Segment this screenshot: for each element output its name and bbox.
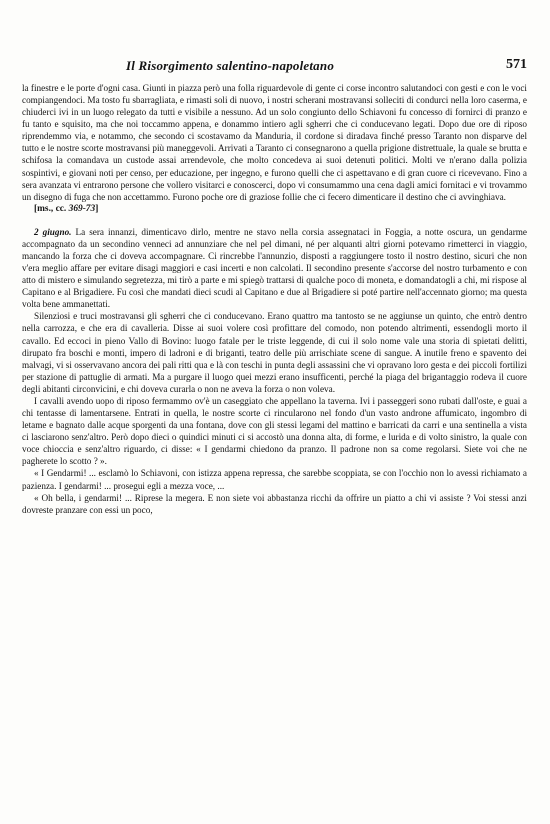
paragraph: « I Gendarmi! ... esclamò lo Schiavoni, con istizza appena repressa, che sarebbe scoppiata, se con l'occhio non lo avessi richiamato a pazienza. I gendarmi! ... prosegui egli a mezza voce, ... — [22, 468, 527, 491]
dated-paragraph — [22, 226, 527, 311]
date-label: 2 giugno. — [34, 226, 72, 237]
page-header — [22, 58, 527, 76]
page-number: 571 — [506, 57, 527, 72]
section-ref-suffix: ] — [95, 203, 99, 214]
paragraph: Silenziosi e truci mostravansi gli sgherri che ci conducevano. Erano quattro ma tantosto se ne aggiunse un quinto, che entrò dentro nella carrozza, e che era di cavalleria. Disse ai suoi volere così profittare del comodo, non potendo altrimenti, essendogli morto il cavallo. Ed eccoci in pieno Vallo di Bovino: luogo fatale per le triste leggende, di cui il solo nome vale una storia di spietati delitti, dirupato fra boschi e monti, impero di ladroni e di briganti, teatro delle più arrischiate scene di sangue. A inutile freno e spavento dei malvagi, vi si osservavano ancora dei pali ritti qua e là con teschi in punta degli assassini che vi opravano loro gesta e dei piccoli fortilizi per stazione di pattuglie di armati. Ma a purgare il luogo quei mezzi erano insufficenti, perché la piaga del brigantaggio rodeva il cuore degli abitanti circonvicini, e chi doveva curarla o non ne aveva la forza o non voleva. — [22, 311, 527, 394]
body-text — [22, 82, 527, 516]
section-ref-range: 369-73 — [68, 203, 96, 214]
section-reference — [22, 203, 527, 215]
paragraph: « Oh bella, i gendarmi! ... Riprese la megera. E non siete voi abbastanza ricchi da offrire un piatto a chi vi assiste ? Voi stessi anzi dovreste pranzare con essi un poco, — [22, 492, 527, 515]
paragraph: I cavalli avendo uopo di riposo fermammo ov'è un caseggiato che appellano la taverna. Ivi i passeggeri sono rubati dall'oste, e guai a chi tentasse di lamentarsene. Entrati in quella, le nostre scorte ci rincularono nel fondo d'un vasto androne affumicato, ingombro di letame e bagnato dalle acque sporgenti da una fontana, dove con gli stessi legami del mattino e barricati da carri e una sentinella a vista ci lasciarono senz'altro. Però dopo dieci o quindici minuti ci si accostò una donna alta, di forme, e lurida e di volto sinistro, la quale con voce chioccia e senz'altro riguardo, ci disse: « I gendarmi chiedono da pranzo. Il padrone non sa come regolarsi. Siete voi che ne pagherete lo scotto ? ». — [22, 395, 527, 467]
section-ref-prefix: [ms., cc. — [34, 203, 67, 214]
running-title: Il Risorgimento salentino-napoletano — [126, 58, 335, 73]
dated-paragraph-text: La sera innanzi, dimenticavo dirlo, mentre ne stavo nella corsia assegnataci in Foggia, a notte oscura, un gendarme accompagnato da un secondino venneci ad annunziare che nel pel dimani, né per alquanti altri giorni potevamo rimetterci in viaggio, mancando la forza che ci doveva accompagnare. Ci rincrebbe l'annunzio, disposti a raggiungere tosto il nostro destino, sicuri che non v'era meglio affare per evitare disagi maggiori e casi incerti e non calcolati. Il secondino presente s'accorse del nostro turbamento e con atto di mistero e simulando segretezza, mi tirò a parte e mi spiegò trattarsi di qualche poco di moneta, e domandatogli a chi, mi rispose al Capitano e al Brigadiere. Fu così che mandati dieci scudi al Capitano e due al Brigadiere si poté partire nell'accennato giorno; ma questa volta bene ammanettati. — [22, 226, 527, 310]
paragraph: la finestre e le porte d'ogni casa. Giunti in piazza però una folla riguardevole di gente ci corse incontro salutandoci con gesti e con le voci compiangendoci. Ma tosto fu sbarragliata, e rimasti soli di nuovo, i nostri scherani mostravansi solleciti di condurci nella loro caserma, e chiuderci ivi in un luogo relegato da tutti e visibile a nessuno. Ad un solo congiunto dello Schiavoni fu concesso di fornirci di pranzo e fu tanto e squisito, ma che noi toccammo appena, e donammo intiero agli sgherri che ci conducevano legati. Dopo due ore di riposo riprendemmo via, e notammo, che secondo ci scostavamo da Manduria, il cordone si diradava finché presso Taranto non disparve del tutto e le nostre scorte mostravansi più maneggevoli. Arrivati a Taranto ci consegnarono a quella prigione distrettuale, la quale se brutta e schifosa la comandava un custode assai arrendevole, che molto concedeva ai suoi detenuti politici. Molti ve n'erano dalla polizia sospintivi, e giovani noti per censo, per educazione, per ingegno, e furono quelli che ci aspettavano e di gran cuore ci ricevevano. Fino a sera avanzata vi entrarono persone che vollero visitarci e conoscerci, dopo vi consumammo una cena dagli amici fornitaci e vi trovammo un disegno di fuga che non accettammo. Furono poche ore di graziose follie che ci fecero dimenticare il destino che ci avvinghiava. — [22, 83, 527, 202]
